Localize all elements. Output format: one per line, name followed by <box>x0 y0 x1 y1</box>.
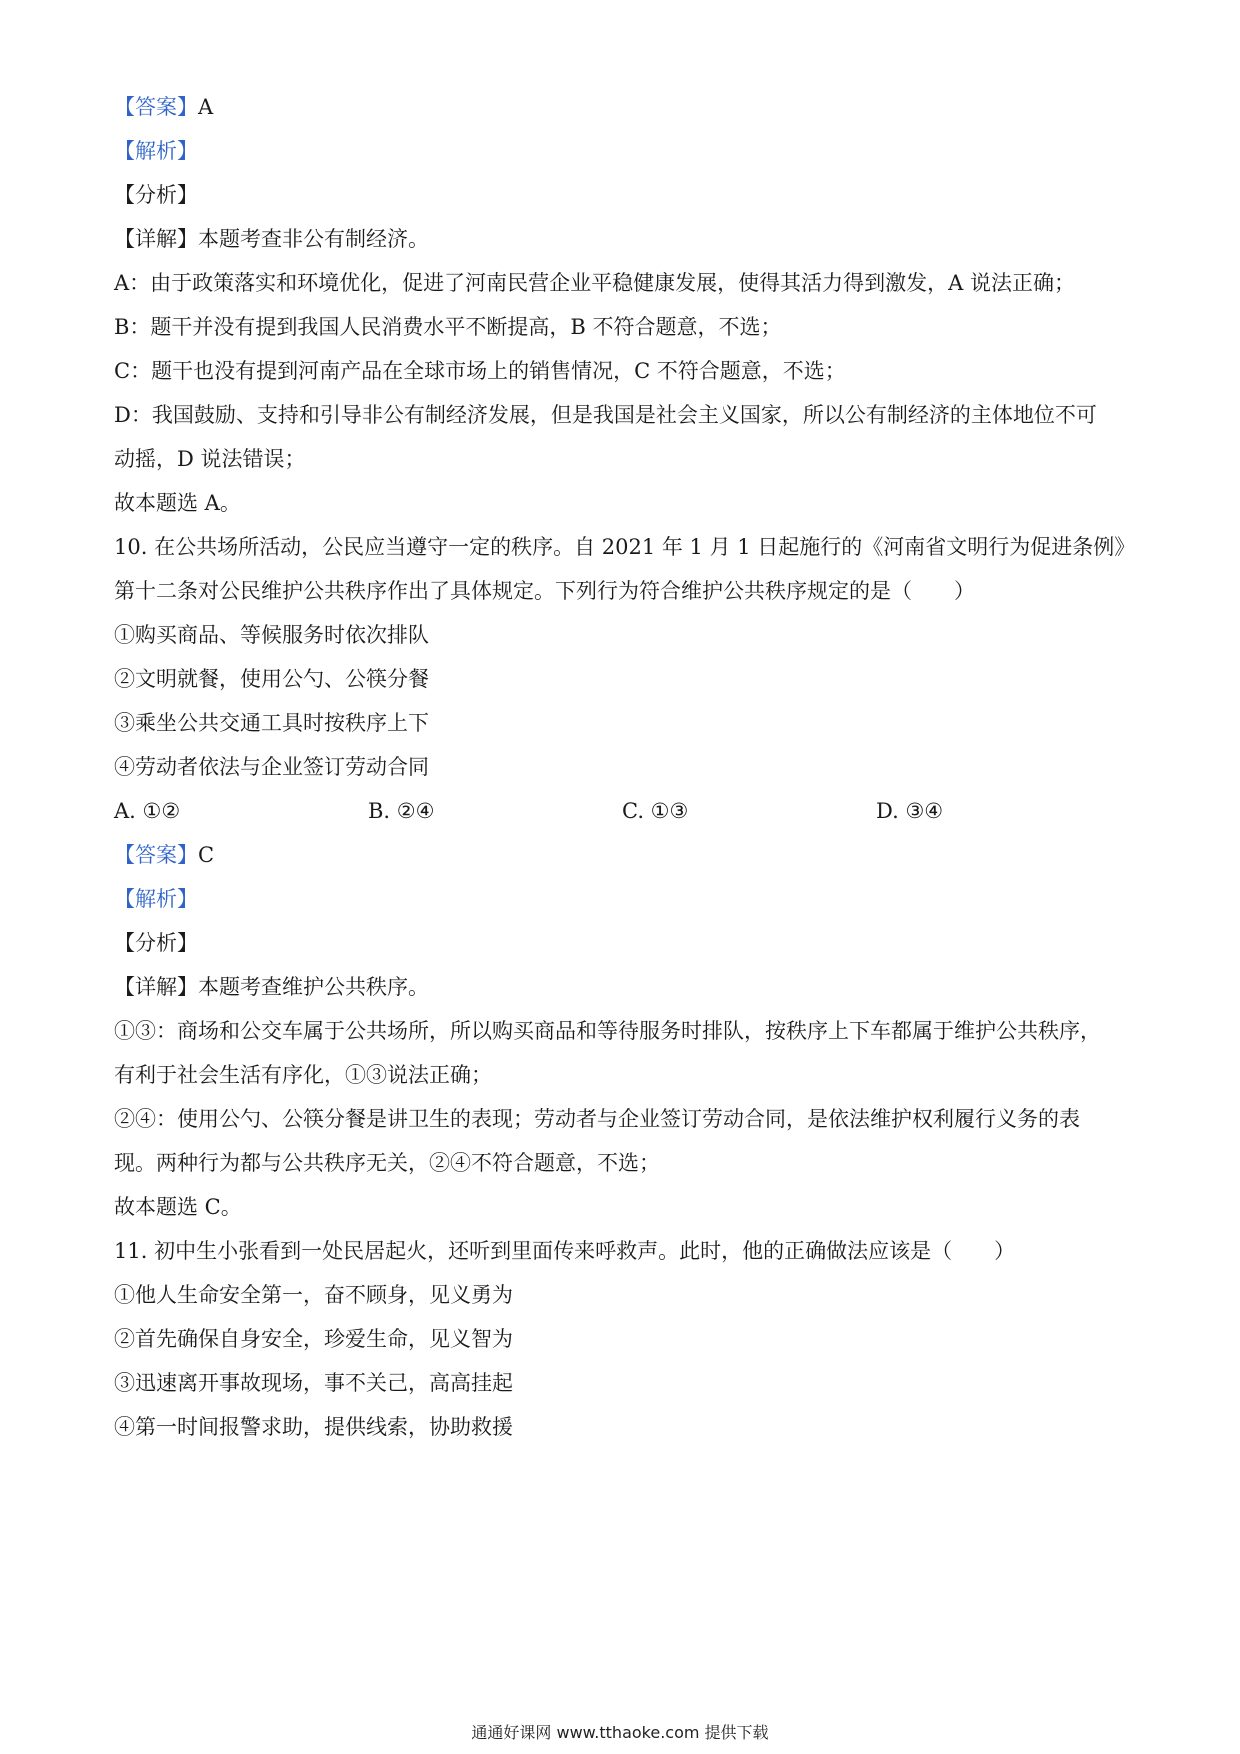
q10-option-d: D. ③④ <box>876 799 944 823</box>
q10-stem: 10. 在公共场所活动，公民应当遵守一定的秩序。自 2021 年 1 月 1 日起施行的《河南省文明行为促进条例》 <box>114 535 1136 559</box>
q11-item: ③迅速离开事故现场，事不关己，高高挂起 <box>114 1371 513 1395</box>
xiangjie-tag: 【详解】 <box>114 227 198 251</box>
q9-fenxi-tag: 【分析】 <box>114 183 198 207</box>
q10-jiexi-tag: 【解析】 <box>114 887 198 911</box>
q10-xiangjie <box>114 972 1134 1002</box>
xiangjie-tag: 【详解】 <box>114 975 198 999</box>
q11-item: ①他人生命安全第一，奋不顾身，见义勇为 <box>114 1283 513 1307</box>
answer-value: C <box>198 843 215 867</box>
q9-line: C：题干也没有提到河南产品在全球市场上的销售情况，C 不符合题意，不选； <box>114 359 846 383</box>
q9-line: D：我国鼓励、支持和引导非公有制经济发展，但是我国是社会主义国家，所以公有制经济的主体地位不可 <box>114 403 1097 427</box>
q9-line: A：由于政策落实和环境优化，促进了河南民营企业平稳健康发展，使得其活力得到激发，A 说法正确； <box>114 271 1076 295</box>
answer-tag: 【答案】 <box>114 95 198 119</box>
xiangjie-text: 本题考查非公有制经济。 <box>198 227 429 251</box>
q10-line: 有利于社会生活有序化，①③说法正确； <box>114 1063 492 1087</box>
q10-line: 现。两种行为都与公共秩序无关，②④不符合题意，不选； <box>114 1151 660 1175</box>
q10-item: ①购买商品、等候服务时依次排队 <box>114 623 429 647</box>
answer-tag: 【答案】 <box>114 843 198 867</box>
q10-line: 故本题选 C。 <box>114 1195 242 1219</box>
q10-option-c: C. ①③ <box>622 799 689 823</box>
q9-line: 故本题选 A。 <box>114 491 241 515</box>
q9-xiangjie <box>114 224 1134 254</box>
q10-line: ①③：商场和公交车属于公共场所，所以购买商品和等待服务时排队，按秩序上下车都属于维护公共秩序， <box>114 1019 1101 1043</box>
q11-item: ②首先确保自身安全，珍爱生命，见义智为 <box>114 1327 513 1351</box>
q9-jiexi-tag: 【解析】 <box>114 139 198 163</box>
q10-answer <box>114 840 1134 870</box>
q9-answer <box>114 92 1134 122</box>
xiangjie-text: 本题考查维护公共秩序。 <box>198 975 429 999</box>
q10-item: ④劳动者依法与企业签订劳动合同 <box>114 755 429 779</box>
q10-option-b: B. ②④ <box>368 799 435 823</box>
q10-line: ②④：使用公勺、公筷分餐是讲卫生的表现；劳动者与企业签订劳动合同，是依法维护权利履行义务的表 <box>114 1107 1080 1131</box>
q11-stem: 11. 初中生小张看到一处民居起火，还听到里面传来呼救声。此时，他的正确做法应该是（ ） <box>114 1239 1016 1263</box>
page-footer: 通通好课网 www.tthaoke.com 提供下载 <box>471 1723 769 1742</box>
q10-stem: 第十二条对公民维护公共秩序作出了具体规定。下列行为符合维护公共秩序规定的是（ ） <box>114 579 975 603</box>
q11-item: ④第一时间报警求助，提供线索，协助救援 <box>114 1415 513 1439</box>
q10-item: ②文明就餐，使用公勺、公筷分餐 <box>114 667 429 691</box>
answer-value: A <box>198 95 214 119</box>
q9-line: 动摇，D 说法错误； <box>114 447 306 471</box>
q10-option-a: A. ①② <box>114 799 181 823</box>
q10-item: ③乘坐公共交通工具时按秩序上下 <box>114 711 429 735</box>
q9-line: B：题干并没有提到我国人民消费水平不断提高，B 不符合题意，不选； <box>114 315 782 339</box>
q10-fenxi-tag: 【分析】 <box>114 931 198 955</box>
